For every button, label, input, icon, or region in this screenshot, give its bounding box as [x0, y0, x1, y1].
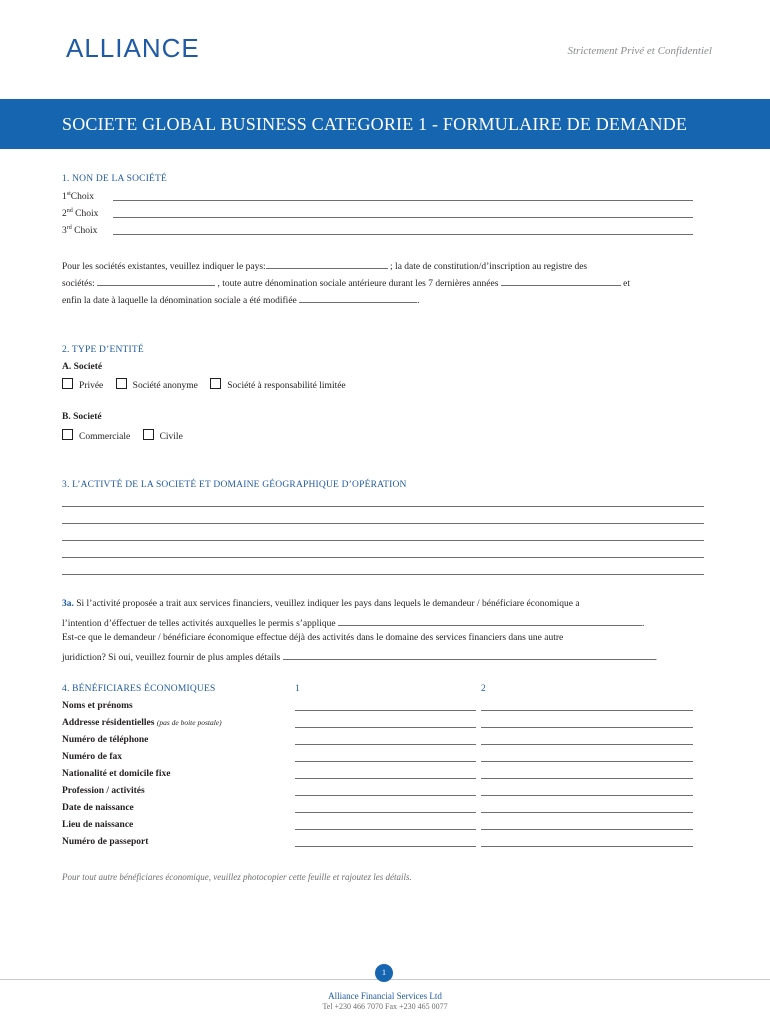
choice-3-field[interactable] — [113, 234, 693, 235]
beneficiary-2-field[interactable] — [481, 761, 693, 762]
beneficiary-row-label: Numéro de téléphone — [62, 735, 149, 745]
beneficiary-2-field[interactable] — [481, 846, 693, 847]
existing-company-line-1: Pour les sociétés existantes, veuillez indiquer le pays: ; la date de constitution/d’inscription au registre des — [62, 259, 587, 272]
group-a-title: A. Societé — [62, 362, 103, 372]
choice-2-field[interactable] — [113, 217, 693, 218]
beneficiary-1-field[interactable] — [295, 778, 476, 779]
checkbox-privee[interactable] — [62, 378, 73, 389]
beneficiary-row-label: Lieu de naissance — [62, 820, 134, 830]
beneficiary-1-field[interactable] — [295, 727, 476, 728]
activity-line-5[interactable] — [62, 574, 704, 575]
activity-line-1[interactable] — [62, 506, 704, 507]
beneficiary-2-field[interactable] — [481, 778, 693, 779]
page-number: 1 — [375, 964, 393, 982]
beneficiary-2-field[interactable] — [481, 795, 693, 796]
section-3-heading: 3. L’ACTIVTÉ DE LA SOCIETÉ ET DOMAINE GÉOGRAPHIQUE D’OPÉRATION — [62, 480, 407, 490]
beneficiary-1-field[interactable] — [295, 744, 476, 745]
beneficiary-1-field[interactable] — [295, 761, 476, 762]
activity-line-2[interactable] — [62, 523, 704, 524]
column-1-header: 1 — [295, 684, 300, 694]
incorporation-date-field[interactable] — [97, 276, 215, 286]
section-4-heading: 4. BÉNÉFICIARES ÉCONOMIQUES — [62, 684, 216, 694]
beneficiary-2-field[interactable] — [481, 710, 693, 711]
checkbox-commerciale[interactable] — [62, 429, 73, 440]
beneficiary-1-field[interactable] — [295, 795, 476, 796]
financial-services-q1-cont: l’intention d’éffectuer de telles activités auxquelles le permis s’applique . — [62, 616, 644, 629]
footer-contact: Tel +230 466 7070 Fax +230 465 0077 — [322, 1002, 448, 1011]
beneficiary-row-label: Date de naissance — [62, 803, 134, 813]
company-logo: ALLIANCE — [66, 33, 200, 63]
group-a-options: Privée Société anonyme Société à responsabilité limitée — [62, 378, 356, 391]
choice-2-label: 2nd Choix — [62, 208, 99, 220]
beneficiary-1-field[interactable] — [295, 710, 476, 711]
activity-line-4[interactable] — [62, 557, 704, 558]
jurisdiction-details-field[interactable] — [283, 650, 655, 660]
beneficiary-2-field[interactable] — [481, 744, 693, 745]
country-field[interactable] — [266, 259, 388, 269]
beneficiary-row-label: Profession / activités — [62, 786, 145, 796]
beneficiary-1-field[interactable] — [295, 846, 476, 847]
checkbox-sarl[interactable] — [210, 378, 221, 389]
footer-company: Alliance Financial Services Ltd — [328, 991, 442, 1001]
choice-1-field[interactable] — [113, 200, 693, 201]
page-title: SOCIETE GLOBAL BUSINESS CATEGORIE 1 - FORMULAIRE DE DEMANDE — [62, 114, 688, 134]
checkbox-civile[interactable] — [143, 429, 154, 440]
beneficiary-2-field[interactable] — [481, 829, 693, 830]
financial-services-q2: Est-ce que le demandeur / bénéficiare économique effectue déjà des activités dans le domaine des services financiers dans une autre — [62, 633, 564, 643]
beneficiary-row-label: Noms et prénoms — [62, 701, 133, 711]
beneficiary-row-label: Numéro de passeport — [62, 837, 149, 847]
existing-company-line-2: sociétés: , toute autre dénomination sociale antérieure durant les 7 dernières années et — [62, 276, 630, 289]
column-2-header: 2 — [481, 684, 486, 694]
section-1-heading: 1. NON DE LA SOCIÉTÉ — [62, 174, 168, 184]
group-b-title: B. Societé — [62, 412, 102, 422]
choice-1-label: 1stChoix — [62, 191, 94, 203]
beneficiary-2-field[interactable] — [481, 727, 693, 728]
activity-line-3[interactable] — [62, 540, 704, 541]
name-change-date-field[interactable] — [299, 293, 417, 303]
beneficiary-2-field[interactable] — [481, 812, 693, 813]
choice-3-label: 3rd Choix — [62, 225, 98, 237]
previous-name-field[interactable] — [501, 276, 621, 286]
photocopy-note: Pour tout autre bénéficiares économique, veuillez photocopier cette feuille et rajoutez les détails. — [62, 872, 412, 882]
countries-field[interactable] — [338, 616, 642, 626]
beneficiary-row-label: Addresse résidentielles (pas de boite postale) — [62, 718, 222, 728]
checkbox-societe-anonyme[interactable] — [116, 378, 127, 389]
group-b-options: Commerciale Civile — [62, 429, 193, 442]
existing-company-line-3: enfin la date à laquelle la dénomination sociale a été modifiée . — [62, 293, 420, 306]
confidential-notice: Strictement Privé et Confidentiel — [567, 45, 712, 57]
beneficiary-row-label: Numéro de fax — [62, 752, 122, 762]
section-2-heading: 2. TYPE D’ENTITÉ — [62, 345, 144, 355]
financial-services-q2-cont: juridiction? Si oui, veuillez fournir de plus amples détails . — [62, 650, 657, 663]
beneficiary-row-label: Nationalité et domicile fixe — [62, 769, 171, 779]
financial-services-q1: 3a. Si l’activité proposée a trait aux services financiers, veuillez indiquer les pays dans lequels le demandeur / bénéficiare économique a — [62, 599, 580, 609]
beneficiary-1-field[interactable] — [295, 829, 476, 830]
beneficiary-1-field[interactable] — [295, 812, 476, 813]
